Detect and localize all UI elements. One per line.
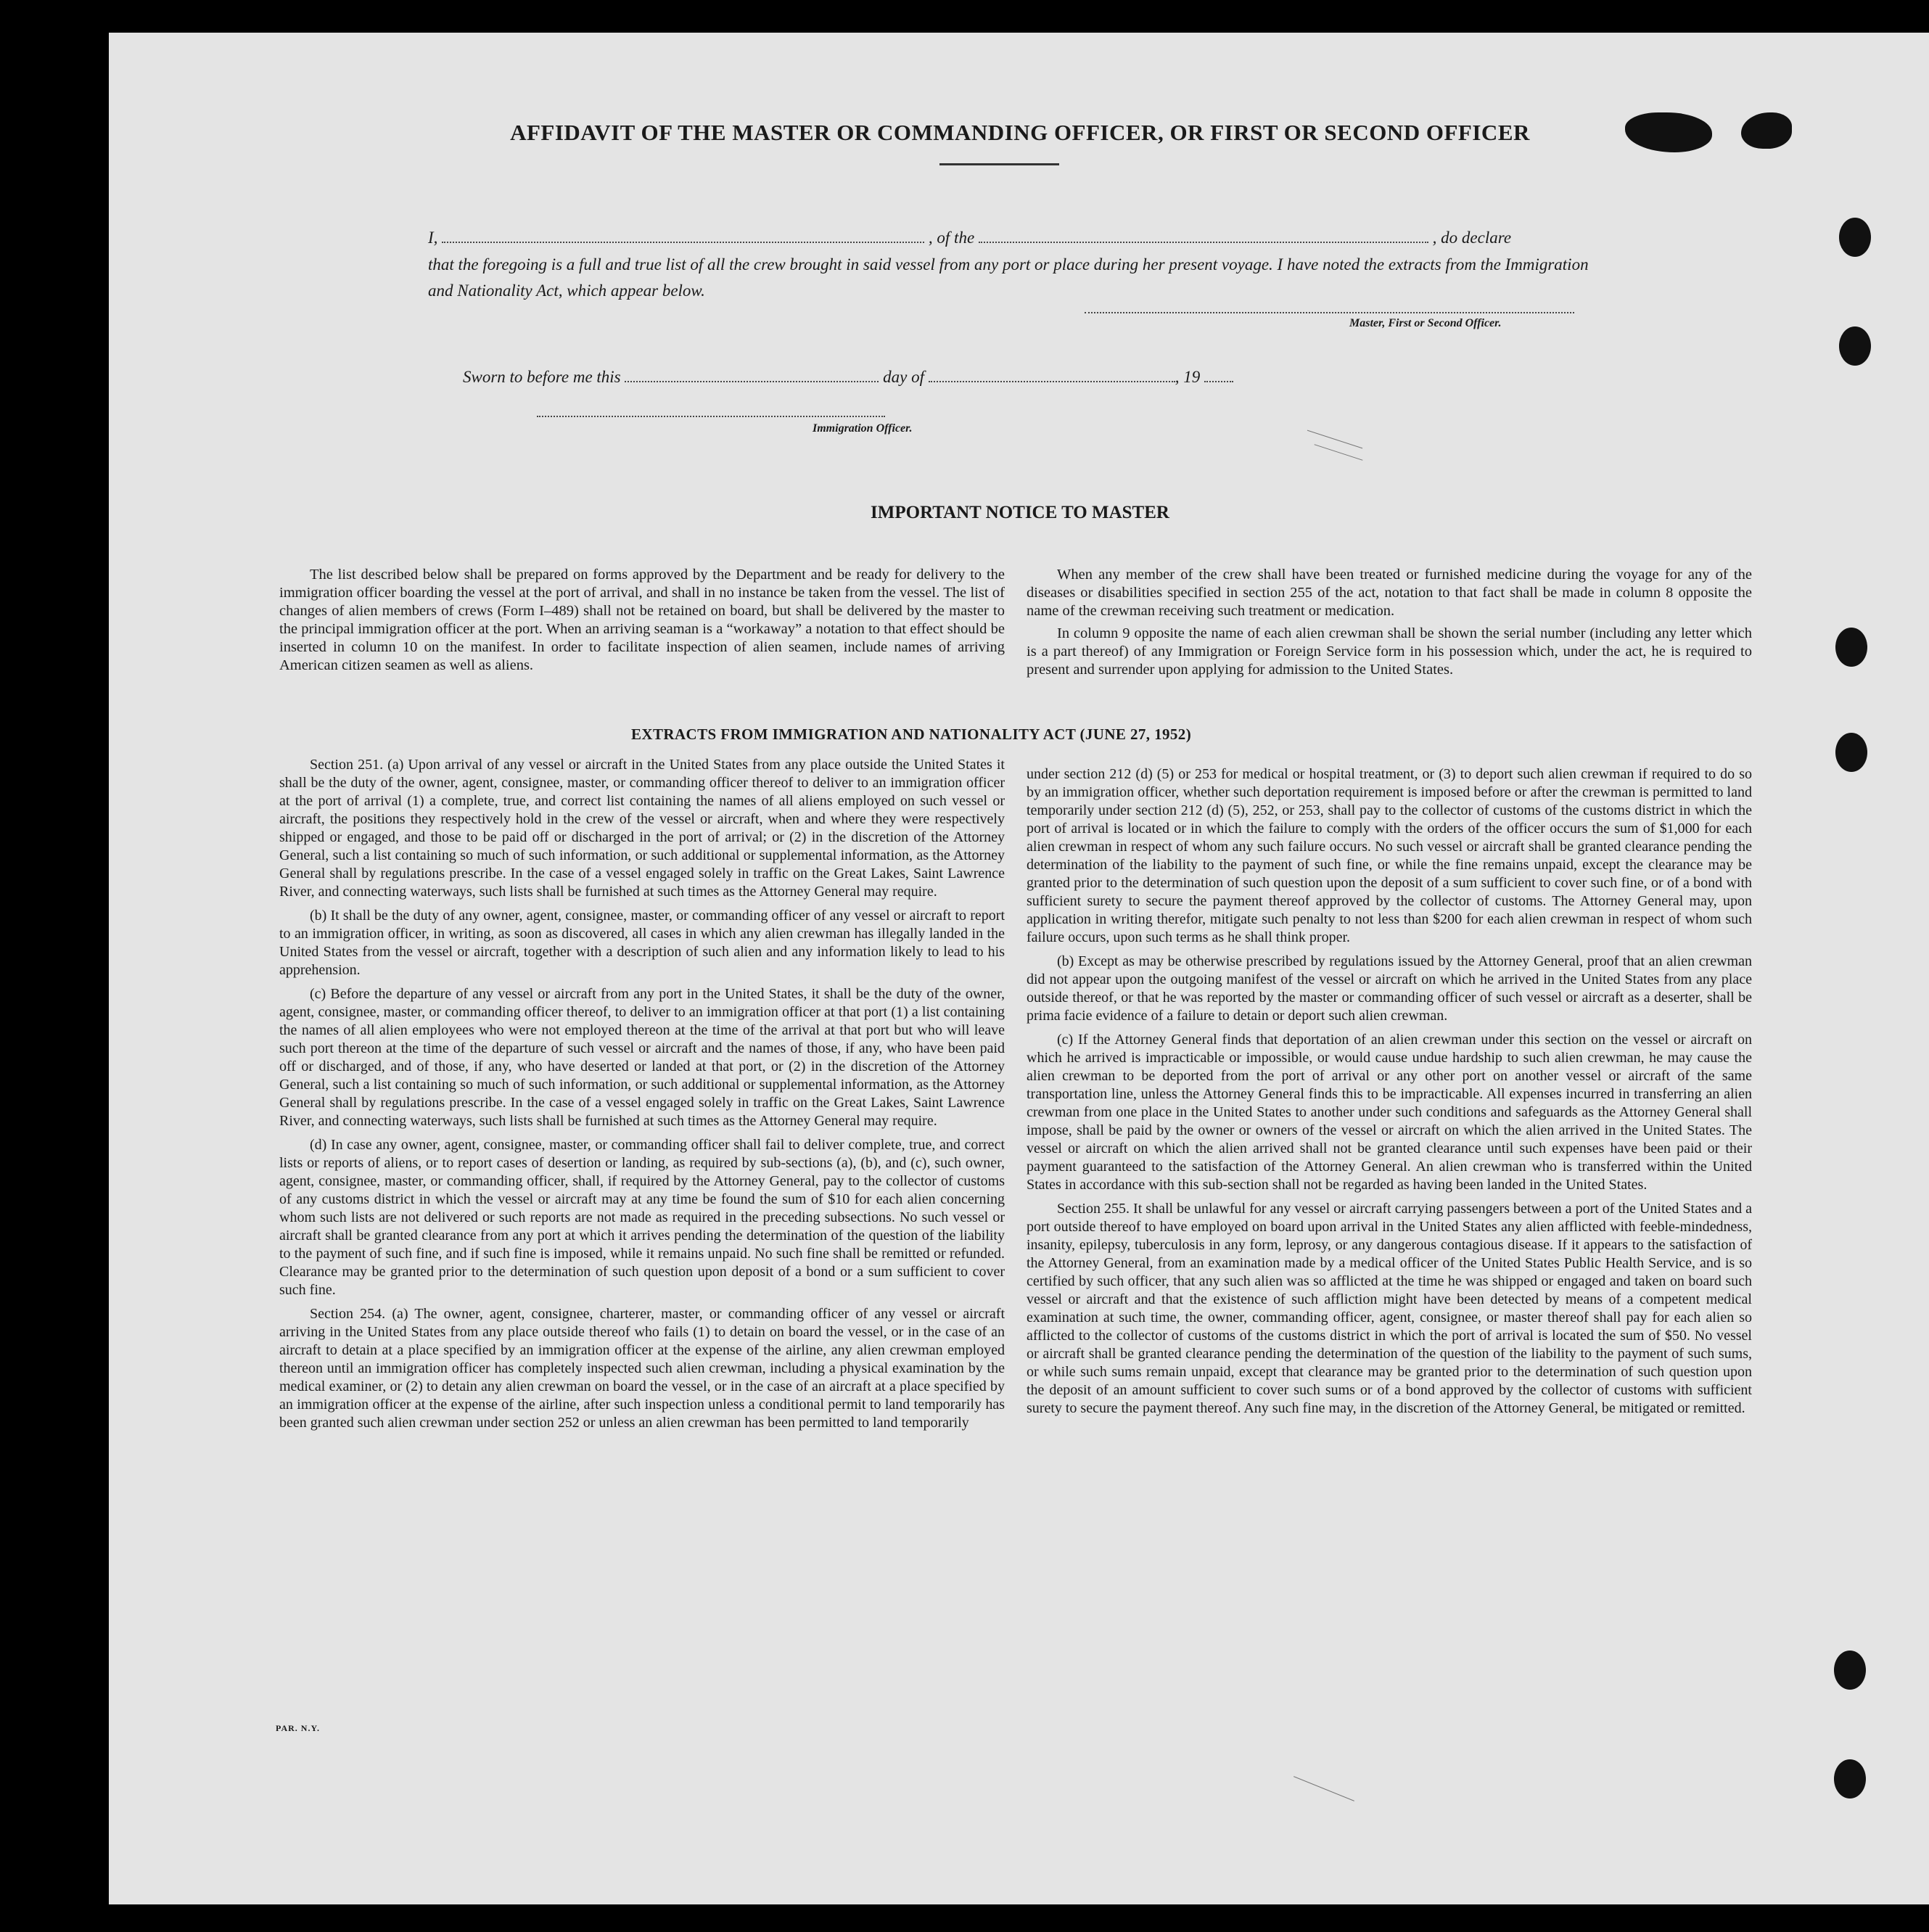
- immigration-officer-caption: Immigration Officer.: [813, 422, 913, 435]
- punch-hole: [1834, 1759, 1866, 1799]
- act-section: (c) If the Attorney General finds that deportation of an alien crewman under this section on the vessel or aircraft on which he arrived is impracticable or impossible, or would cause undue hardship to such alien crewman, he may cause the alien crewman to be deported from the port of arrival or any other port on another vessel or aircraft of the same transportation line, unless the Attorney General finds this to be impracticable. All expenses incurred in transferring an alien crewman from one place in the United States to another under such conditions and safeguards as the Attorney General shall impose, shall be paid by the owner or owners of the vessel or aircraft on which the alien arrived in the United States. The vessel or aircraft on which the alien arrived shall not be granted clearance until such expenses have been paid or their payment guaranteed to the satisfaction of the Attorney General. An alien crewman who is transferred within the United States in accordance with this sub-section shall not be regarded as having been landed in the United States.: [1027, 1032, 1752, 1193]
- immigration-officer-signature-line[interactable]: [537, 416, 885, 417]
- master-signature-line[interactable]: [1085, 312, 1574, 313]
- sworn-prefix: Sworn to before me this: [463, 368, 621, 386]
- decl-do-declare-label: , do declare: [1432, 229, 1512, 247]
- act-section: Section 254. (a) The owner, agent, consignee, charterer, master, or commanding officer of any vessel or aircraft arriving in the United States from any place outside thereof who fails (1) to detain on board the vessel, or in the case of an aircraft to detain at a place specified by an immigration officer at the expense of the airline, any alien crewman employed thereon until an immigration officer has completely inspected such alien crewman, including a physical examination by the medical examiner, or (2) to detain any alien crewman on board the vessel, or in the case of an aircraft at a place specified by an immigration officer at the expense of the airline, after such inspection unless a conditional permit to land temporarily has been granted such alien crewman under section 252 or unless an alien crewman has been permitted to land temporarily: [279, 1306, 1005, 1431]
- punch-hole: [1839, 218, 1871, 257]
- notice-left-column: [279, 566, 1005, 681]
- punch-hole: [1835, 628, 1867, 667]
- sworn-year-prefix: , 19: [1175, 368, 1201, 386]
- notice-paragraph: When any member of the crew shall have been treated or furnished medicine during the voyage for any of the diseases or disabilities specified in section 255 of the act, notation to that fact shall be made in column 8 opposite the name of the crewman receiving such treatment or medication.: [1027, 567, 1752, 619]
- act-section: under section 212 (d) (5) or 253 for medical or hospital treatment, or (3) to deport such alien crewman if required to do so by an immigration officer, whether such deportation requirement is imposed before or after the crewman is permitted to land temporarily under section 212 (d) (5), 252, or 253, shall pay to the collector of customs of the customs district in which the port of arrival is located or in which the failure to comply with the orders of the officer occurs the sum of $1,000 for each alien crewman in respect of whom any such failure occurs. No such vessel or aircraft shall be granted clearance pending the determination of the liability to the payment of such fine, or while the fine remains unpaid, except the clearance may be granted prior to the determination of such question upon the deposit of a sum sufficient to cover such fine, or of a bond with sufficient surety to secure the payment thereof approved by the collector of customs. The Attorney General may, upon application in writing therefor, mitigate such penalty to not less than $200 for each alien crewman in respect of whom such failure occurs, upon such terms as he shall think proper.: [1027, 766, 1752, 945]
- sworn-line: [463, 366, 1233, 387]
- notice-paragraph: In column 9 opposite the name of each alien crewman shall be shown the serial number (including any letter which is a part thereof) of any Immigration or Foreign Service form in his possession which, under the act, he is required to present and surrender upon applying for admission to the United States.: [1027, 625, 1752, 678]
- master-signature-caption: Master, First or Second Officer.: [1349, 317, 1502, 329]
- pencil-mark: [1293, 1776, 1354, 1801]
- extracts-right-column: [1027, 765, 1752, 1423]
- name-blank[interactable]: [442, 227, 924, 243]
- punch-hole: [1834, 1651, 1866, 1690]
- sworn-year-blank[interactable]: [1204, 366, 1233, 382]
- notice-paragraph: The list described below shall be prepared on forms approved by the Department and be ready for delivery to the immigration officer boarding the vessel at the port of arrival, and shall in no instance be taken from the vessel. The list of changes of alien members of crews (Form I–489) shall not be retained on board, but shall be delivered by the master to the principal immigration officer at the port. When an arriving seaman is a “workaway” a notation to that effect should be inserted in column 10 on the manifest. In order to facilitate inspection of alien seamen, include names of arriving American citizen seamen as well as aliens.: [279, 567, 1005, 673]
- act-section: (d) In case any owner, agent, consignee, master, or commanding officer shall fail to deliver complete, true, and correct lists or reports of aliens, or to report cases of desertion or landing, as required by sub-sections (a), (b), and (c), such owner, agent, consignee, master, or commanding officer, shall, if required by the Attorney General, pay to the collector of customs of any customs district in which the vessel or aircraft may at any time be found the sum of $10 for each alien concerning whom such lists are not delivered or such reports are not made as required in the preceding subsections. No such vessel or aircraft shall be granted clearance from any port at which it arrives pending the determination of the question of the liability to the payment of such fine, and if such fine is imposed, while it remains unpaid. No such fine shall be remitted or refunded. Clearance may be granted prior to the determination of such question upon deposit of a bond or a sum sufficient to cover such fine.: [279, 1137, 1005, 1298]
- title-divider: [939, 163, 1059, 165]
- declaration-text: that the foregoing is a full and true list of all the crew brought in said vessel from any port or place during her present voyage. I have noted the extracts from the Immigration and Nationality Act, which appear below.: [428, 255, 1589, 300]
- document-page: [109, 33, 1929, 1904]
- decl-i-label: I,: [428, 229, 438, 247]
- sworn-day-of: day of: [883, 368, 924, 386]
- sworn-day-blank[interactable]: [625, 366, 879, 382]
- extracts-left-column: [279, 756, 1005, 1438]
- sworn-month-blank[interactable]: [929, 366, 1175, 382]
- notice-title: IMPORTANT NOTICE TO MASTER: [871, 503, 1169, 522]
- act-section: Section 251. (a) Upon arrival of any vessel or aircraft in the United States from any place outside the United States it shall be the duty of the owner, agent, consignee, master, or commanding officer thereof to deliver to an immigration officer at the port of arrival (1) a complete, true, and correct list containing the names of all aliens employed on such vessel or aircraft, the positions they respectively hold in the crew of the vessel or aircraft, when and where they were respectively shipped or engaged, and those to be paid off or discharged in the port of arrival; or (2) in the discretion of the Attorney General, such a list containing so much of such information, or such additional or supplemental information, as the Attorney General shall by regulations prescribe. In the case of a vessel engaged solely in traffic on the Great Lakes, Saint Lawrence River, and connecting waterways, such lists shall be furnished at such times as the Attorney General may require.: [279, 757, 1005, 900]
- act-section: Section 255. It shall be unlawful for any vessel or aircraft carrying passengers between a port of the United States and a port outside thereof to have employed on board upon arrival in the United States any alien afflicted with feeble-mindedness, insanity, epilepsy, tuberculosis in any form, leprosy, or any dangerous contagious disease. If it appears to the satisfaction of the Attorney General, from an examination made by a medical officer of the United States Public Health Service, and is so certified by such officer, that any such alien was so afflicted at the time he was shipped or engaged and taken on board such vessel or aircraft and that the existence of such affliction might have been detected by means of a competent medical examination at such time, the owner, commanding officer, agent, consignee, or master thereof shall pay for each alien so afflicted to the collector of customs of the customs district in which the port of arrival is located the sum of $50. No vessel or aircraft shall be granted clearance pending the determination of the question of the liability to the payment of such sums, or while such sums remain unpaid, except that clearance may be granted prior to the determination of such question upon the deposit of an amount sufficient to cover such sums or of a bond approved by the collector of customs with sufficient surety to secure the payment thereof. Any such fine may, in the discretion of the Attorney General, be mitigated or remitted.: [1027, 1201, 1752, 1416]
- printer-mark: PAR. N.Y.: [276, 1723, 321, 1733]
- notice-right-column: [1027, 566, 1752, 685]
- pencil-mark: [1307, 430, 1362, 449]
- punch-hole: [1835, 733, 1867, 772]
- pencil-mark: [1315, 444, 1363, 461]
- act-section: (c) Before the departure of any vessel or aircraft from any port in the United States, it shall be the duty of the owner, agent, consignee, master, or commanding officer thereof, to deliver to an immigration officer at that port (1) a list containing the names of all alien employees who were not employed thereon at the time of the arrival at that port but who will leave such port thereon at the time of the departure of such vessel or aircraft and the names of those, if any, who have been paid off or discharged, and of those, if any, who have deserted or landed at that port, or (2) in the discretion of the Attorney General, such a list containing so much of such information, or such additional or supplemental information, as the Attorney General shall by regulations prescribe. In the case of a vessel engaged solely in traffic on the Great Lakes, Saint Lawrence River, and connecting waterways, such lists shall be furnished at such times as the Attorney General may require.: [279, 986, 1005, 1129]
- act-section: (b) Except as may be otherwise prescribed by regulations issued by the Attorney General, proof that an alien crewman did not appear upon the outgoing manifest of the vessel or aircraft on which he arrived in the United States from any place outside thereof, or that he was reported by the master or commanding officer of such vessel or aircraft as a deserter, shall be prima facie evidence of a failure to detain or deport such alien crewman.: [1027, 953, 1752, 1024]
- act-section: (b) It shall be the duty of any owner, agent, consignee, master, or commanding officer of any vessel or aircraft to report to an immigration officer, in writing, as soon as discovered, all cases in which any alien crewman has illegally landed in the United States from the vessel or aircraft, together with a description of such alien and any information likely to lead to his apprehension.: [279, 908, 1005, 978]
- affidavit-title: AFFIDAVIT OF THE MASTER OR COMMANDING OFFICER, OR FIRST OR SECOND OFFICER: [510, 120, 1530, 145]
- declaration-line: [428, 225, 1603, 251]
- decl-of-the-label: , of the: [928, 229, 975, 247]
- extracts-title: EXTRACTS FROM IMMIGRATION AND NATIONALITY ACT (JUNE 27, 1952): [631, 725, 1192, 743]
- punch-hole: [1839, 326, 1871, 366]
- vessel-blank[interactable]: [979, 227, 1428, 243]
